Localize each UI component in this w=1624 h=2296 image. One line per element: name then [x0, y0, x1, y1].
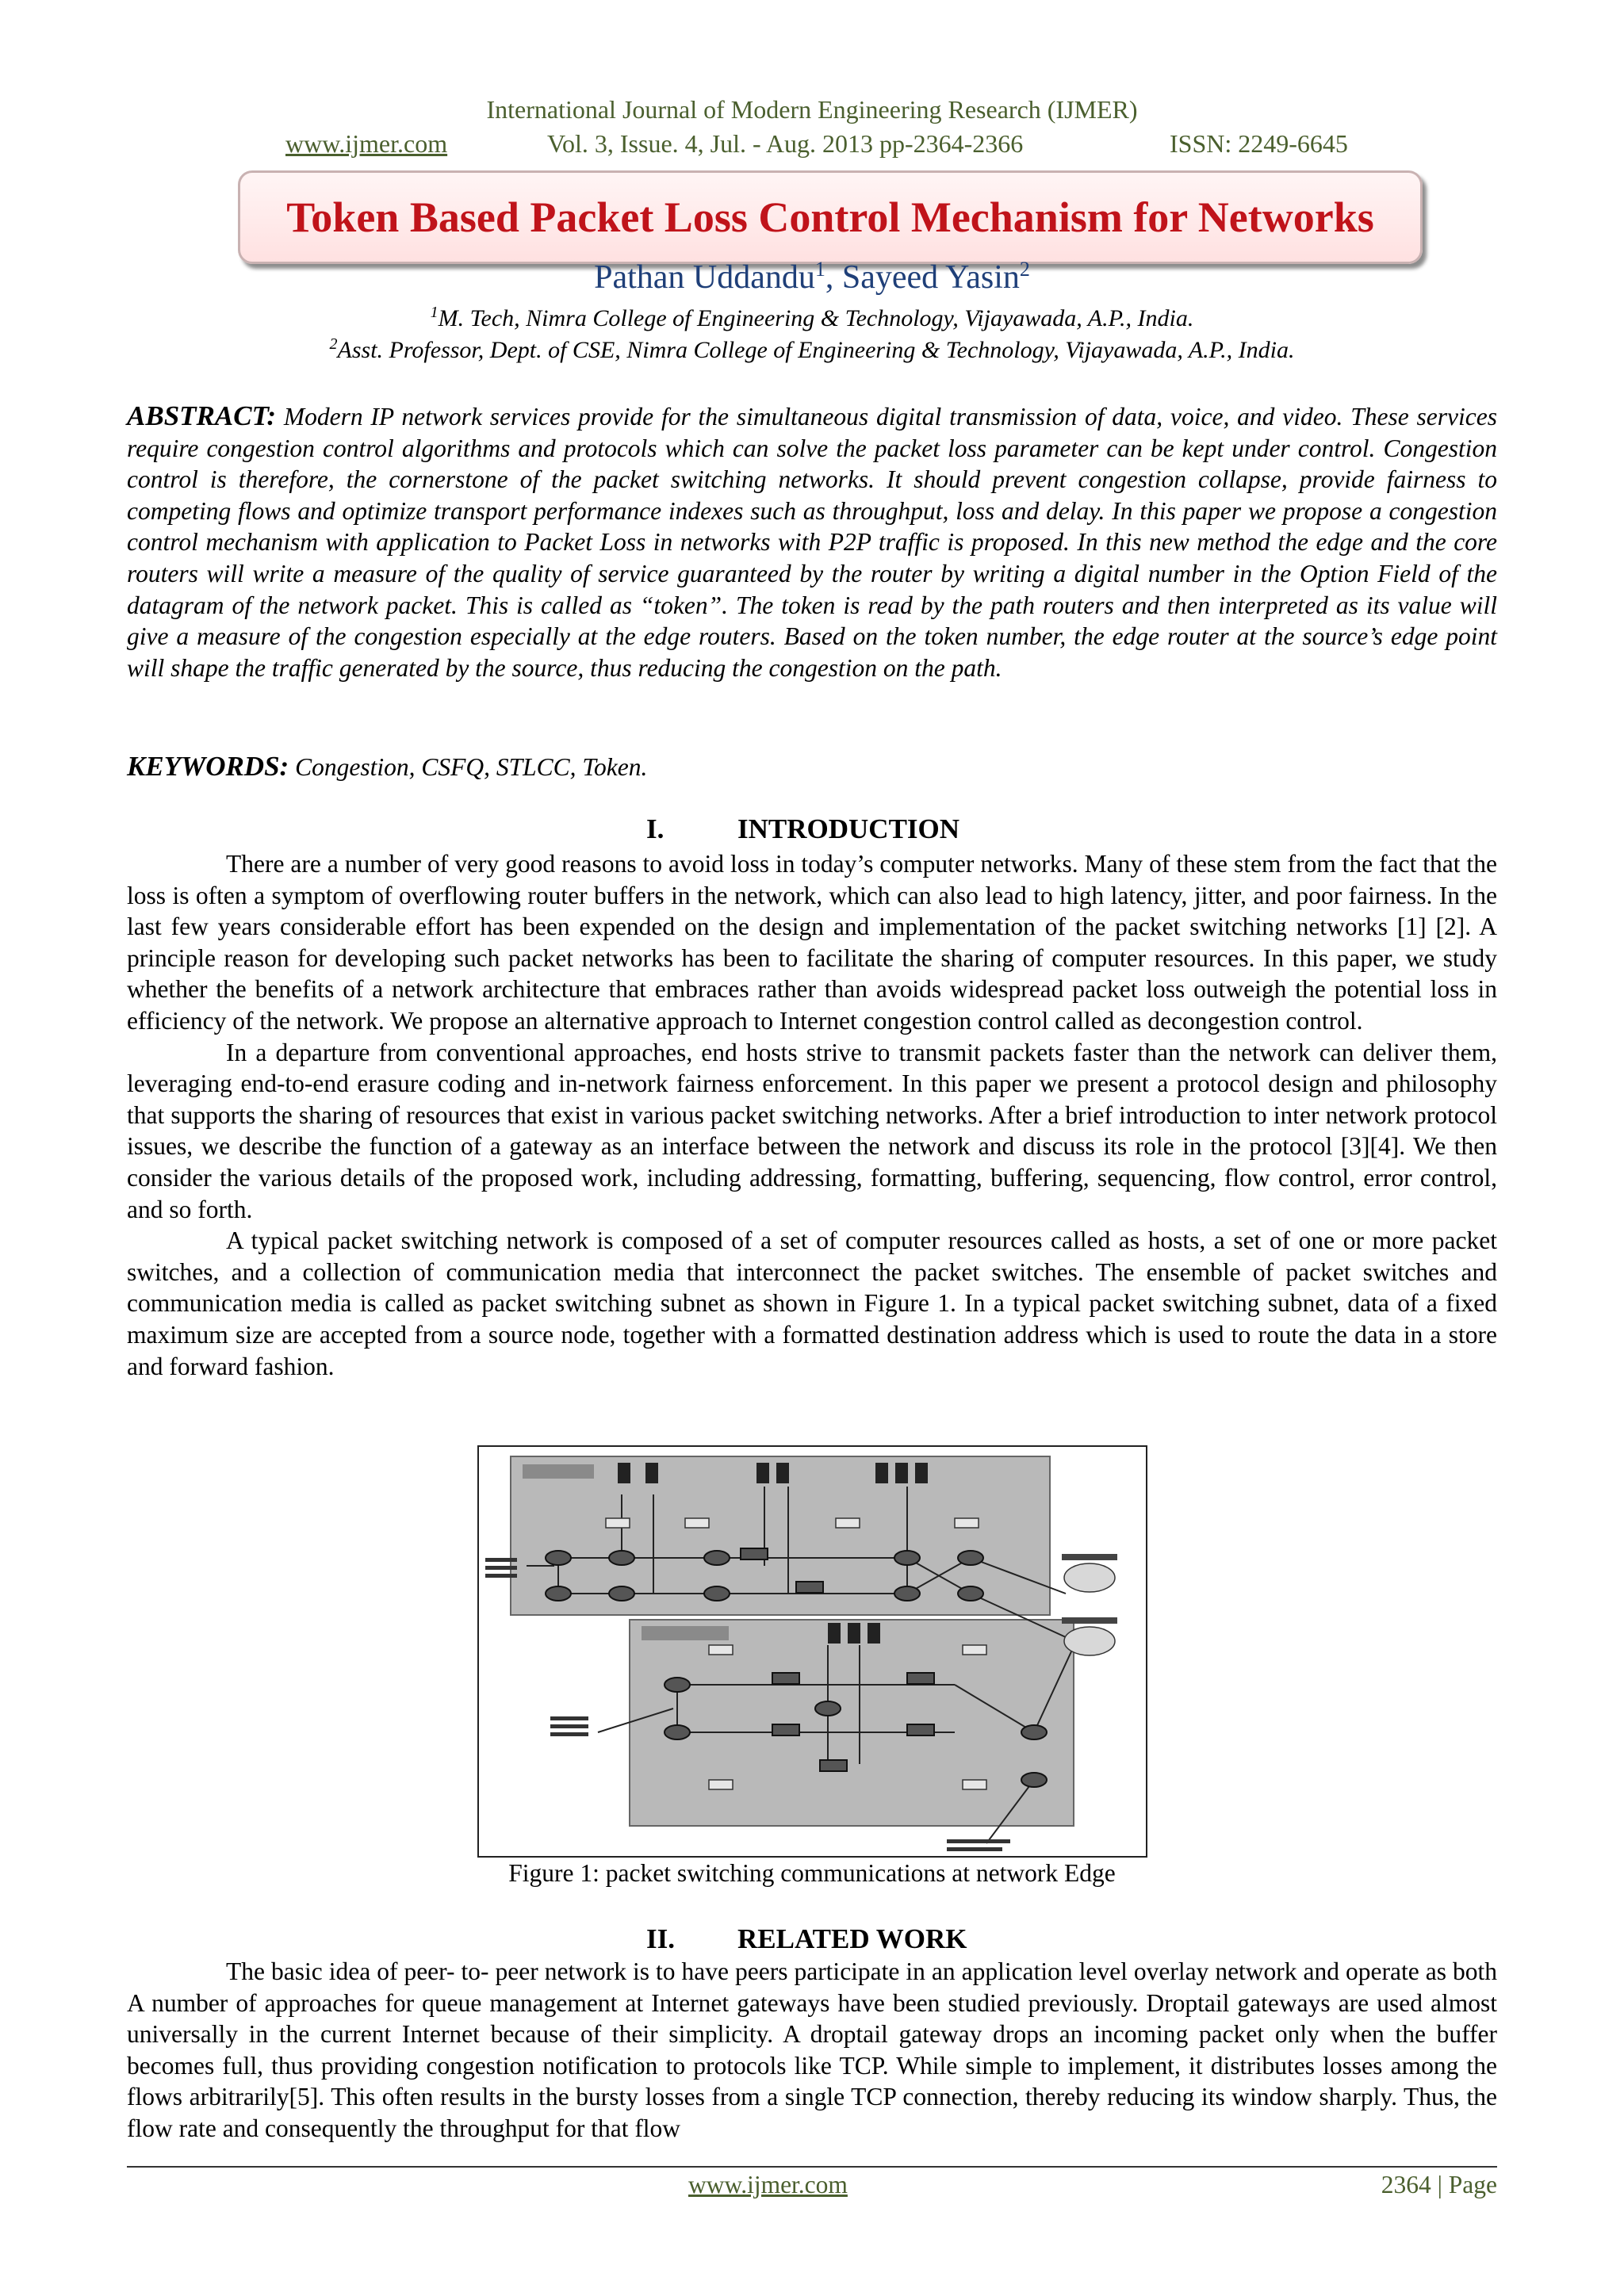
- journal-name: International Journal of Modern Engineering Research (IJMER): [486, 95, 1138, 124]
- affiliation-2-text: Asst. Professor, Dept. of CSE, Nimra College of Engineering & Technology, Vijayawada, A.P., India.: [337, 337, 1295, 363]
- section-1-number: I.: [646, 813, 665, 844]
- keywords: [127, 751, 1497, 783]
- network-diagram-graphic: [479, 1447, 1146, 1856]
- title-banner: [238, 170, 1423, 264]
- page-number: 2364 | Page: [1381, 2171, 1497, 2198]
- affiliation-1: [0, 304, 1624, 332]
- figure-1-caption: Figure 1: packet switching communications at network Edge: [508, 1859, 1116, 1887]
- section-1-title: INTRODUCTION: [737, 813, 960, 844]
- section-2-number: II.: [646, 1923, 675, 1954]
- intro-paragraph-3: A typical packet switching network is composed of a set of computer resources called as hosts, a set of one or more packet switches, and a collection of communication media that interconnect the packet switches. The ensemble of packet switches and communication media is called as packet switching subnet as shown in Figure 1. In a typical packet switching subnet, data of a fixed maximum size are accepted from a source node, together with a formatted destination address which is used to route the data in a store and forward fashion.: [127, 1226, 1497, 1380]
- affiliation-1-sup: 1: [430, 304, 439, 321]
- abstract-text: Modern IP network services provide for the simultaneous digital transmission of data, voice, and video. These services require congestion control algorithms and protocols which can solve the packet loss parameter can be kept under control. Congestion control is therefore, the cornerstone of the packet switching networks. It should prevent congestion collapse, provide fairness to competing flows and optimize transport performance indexes such as throughput, loss and delay. In this paper we propose a congestion control mechanism with application to Packet Loss in networks with P2P traffic is proposed. In this new method the edge and the core routers will write a measure of the quality of service guaranteed by the router by writing a digital number in the Option Field of the datagram of the network packet. This is called as “token”. The token is read by the path routers and then interpreted as its value will give a measure of the congestion especially at the edge routers. Based on the token number, the edge router at the source’s edge point will shape the traffic generated by the source, thus reducing the congestion on the path.: [127, 403, 1497, 682]
- related-work-paragraph-1: The basic idea of peer- to- peer network is to have peers participate in an application level overlay network and operate as both A number of approaches for queue management at Internet gateways have been studied previously. Droptail gateways are used almost universally in the current Internet because of their simplicity. A droptail gateway drops an incoming packet only when the buffer becomes full, thus providing congestion notification to protocols like TCP. While simple to implement, it distributes losses among the flows arbitrarily[5]. This often results in the bursty losses from a single TCP connection, thereby reducing its window sharply. Thus, the flow rate and consequently the throughput for that flow: [127, 1957, 1497, 2142]
- keywords-label: KEYWORDS:: [127, 751, 289, 782]
- figure-1-network-diagram: [477, 1445, 1147, 1858]
- section-1-heading: [0, 813, 1624, 848]
- footer-website-link[interactable]: www.ijmer.com: [688, 2171, 848, 2198]
- author-1-name: Pathan Uddandu: [594, 259, 815, 296]
- journal-website-link[interactable]: www.ijmer.com: [285, 129, 448, 158]
- abstract-colon: :: [266, 400, 277, 431]
- author-2-sup: 2: [1019, 258, 1030, 281]
- introduction-body: [127, 848, 1497, 1382]
- author-separator: ,: [825, 259, 842, 296]
- author-2-name: Sayeed Yasin: [841, 259, 1020, 296]
- keywords-text: Congestion, CSFQ, STLCC, Token.: [295, 753, 648, 781]
- intro-paragraph-1: There are a number of very good reasons to avoid loss in today’s computer networks. Many of these stem from the fact that the loss is often a symptom of overflowing router buffers in the network, which can also lead to high latency, jitter, and poor fairness. In the last few years considerable effort has been expended on the design and implementation of the packet switching networks [1] [2]. A principle reason for developing such packet networks has been to facilitate the sharing of computer resources. In this paper, we study whether the benefits of a network architecture that embraces rather than avoids widespread packet loss outweigh the potential loss in efficiency of the network. We propose an alternative approach to Internet congestion control called as decongestion control.: [127, 850, 1497, 1035]
- issn: ISSN: 2249-6645: [1170, 129, 1348, 158]
- footer-divider: [127, 2166, 1497, 2168]
- affiliation-2: [0, 335, 1624, 364]
- page-footer: [0, 2171, 1624, 2206]
- intro-paragraph-2: In a departure from conventional approaches, end hosts strive to transmit packets faster than the network can deliver them, leveraging end-to-end erasure coding and in-network fairness enforcement. In this paper we present a protocol design and philosophy that supports the sharing of resources that exist in various packet switching networks. After a brief introduction to inter network protocol issues, we describe the function of a gateway as an interface between the network and discuss its role in the protocol [3][4]. We then consider the various details of the proposed work, including addressing, formatting, buffering, sequencing, flow control, error control, and so forth.: [127, 1038, 1497, 1223]
- affiliation-2-sup: 2: [329, 335, 338, 353]
- abstract-label: ABSTRACT: [127, 400, 267, 431]
- authors: [0, 258, 1624, 297]
- issue-line: [0, 129, 1624, 164]
- section-2-heading: [0, 1923, 1624, 1958]
- section-2-title: RELATED WORK: [737, 1923, 967, 1954]
- paper-title: Token Based Packet Loss Control Mechanism for Networks: [286, 193, 1374, 241]
- abstract: [127, 400, 1497, 683]
- volume-info: Vol. 3, Issue. 4, Jul. - Aug. 2013 pp-2364-2366: [547, 129, 1024, 158]
- related-work-body: [127, 1956, 1497, 2145]
- affiliation-1-text: M. Tech, Nimra College of Engineering & Technology, Vijayawada, A.P., India.: [438, 305, 1194, 331]
- author-1-sup: 1: [814, 258, 825, 281]
